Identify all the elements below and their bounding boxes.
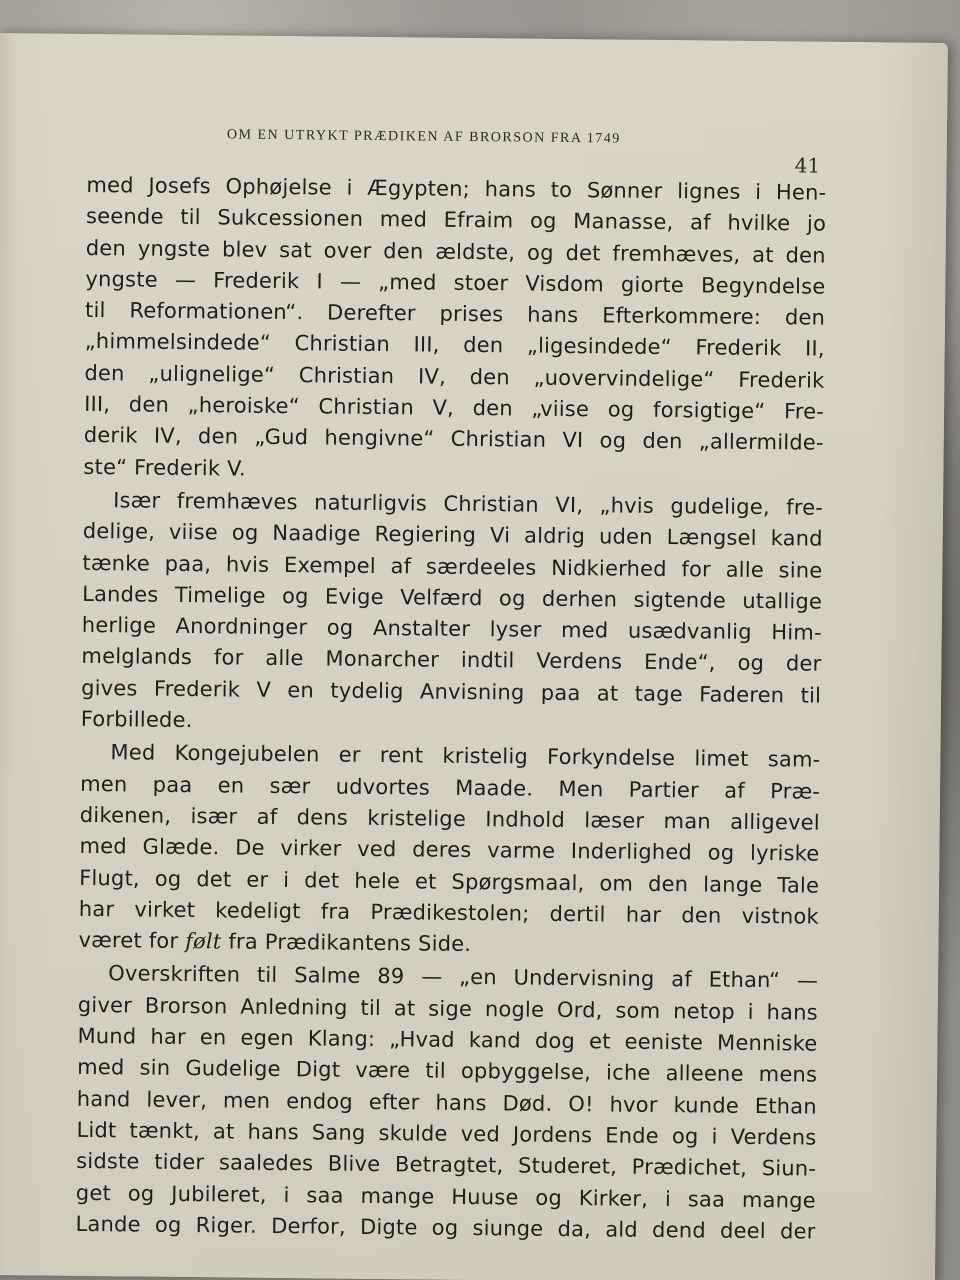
- text-line: derik IV, den „Gud hengivne“ Christian VI og den „allermilde-: [83, 423, 824, 456]
- text-line: Forbillede.: [80, 706, 193, 733]
- text-fragment: været for: [78, 928, 186, 954]
- text-line: den „ulignelige“ Christian IV, den „uovervindelige“ Frederik: [84, 360, 825, 393]
- text-line: Landes Timelige og Evige Velfærd og derhen sigtende utallige: [82, 581, 823, 614]
- text-line: ste“ Frederik V.: [83, 454, 246, 481]
- text-fragment: fra Prædikantens Side.: [228, 929, 472, 957]
- text-line: delige, viise og Naadige Regiering Vi aldrig uden Længsel kand: [82, 519, 823, 551]
- text-line: giver Brorson Anledning til at sige nogle Ord, som netop i hans: [77, 992, 818, 1025]
- text-line: Mund har en egen Klang: „Hvad kand dog et eeniste Menniske: [77, 1023, 818, 1056]
- text-line: Lande og Riger. Derfor, Digte og siunge da, ald dend deel der: [75, 1211, 816, 1244]
- text-line: Især fremhæves naturligvis Christian VI, „hvis gudelige, fre-: [113, 488, 824, 520]
- text-line: den yngste blev sat over den ældste, og det fremhæves, at den: [85, 235, 826, 268]
- text-line: gives Frederik V en tydelig Anvisning paa at tage Faderen til: [81, 675, 822, 708]
- text-line: Overskriften til Salme 89 — „en Undervisning af Ethan“ —: [108, 961, 819, 994]
- text-line: Flugt, og det er i det hele et Spørgsmaal, om den lange Tale: [79, 865, 820, 898]
- text-line: med Josefs Ophøjelse i Ægypten; hans to Sønner lignes i Hen-: [86, 172, 827, 205]
- text-line: get og Jubileret, i saa mange Huuse og Kirker, i saa mange: [75, 1180, 816, 1213]
- text-line: melglands for alle Monarcher indtil Verdens Ende“, og der: [81, 644, 822, 677]
- text-line: tænke paa, hvis Exempel af særdeeles Nidkierhed for alle sine: [82, 550, 823, 583]
- text-line: „himmelsindede“ Christian III, den „ligesindede“ Frederik II,: [84, 329, 825, 362]
- paragraph: [83, 170, 826, 491]
- paragraph: [75, 958, 818, 1247]
- text-line: dikenen, især af dens kristelige Indhold læser man alligevel: [79, 802, 820, 835]
- text-line: hand lever, men endog efter hans Død. O! hvor kunde Ethan: [76, 1086, 817, 1119]
- text-line: III, den „heroiske“ Christian V, den „viise og forsigtige“ Fre-: [84, 392, 825, 424]
- text-line: med sin Gudelige Digt være til opbyggelse, iche alleene mens: [77, 1055, 818, 1087]
- paragraph: [78, 737, 820, 964]
- text-line: men paa en sær udvortes Maade. Men Partier af Præ-: [80, 771, 821, 804]
- page-number: 41: [794, 153, 821, 178]
- text-line: har virket kedeligt fra Prædikestolen; dertil har den vistnok: [78, 896, 819, 929]
- text-line: Med Kongejubelen er rent kristelig Forkyndelse limet sam-: [110, 740, 821, 773]
- text-line: Lidt tænkt, at hans Sang skulde ved Jordens Ende og i Verdens: [76, 1117, 817, 1150]
- running-title: OM EN UTRYKT PRÆDIKEN AF BRORSON FRA 1749: [226, 127, 621, 147]
- text-line: til Reformationen“. Derefter prises hans Efterkommere: den: [85, 298, 826, 330]
- paragraph: [81, 485, 824, 743]
- text-line: herlige Anordninger og Anstalter lyser med usædvanlig Him-: [81, 613, 822, 645]
- text-line: sidste tider saaledes Blive Betragtet, Studeret, Prædichet, Siun-: [76, 1149, 817, 1181]
- body-text: [75, 170, 826, 1248]
- text-line: med Glæde. De virker ved deres varme Inderlighed og lyriske: [79, 834, 820, 866]
- text-line: yngste — Frederik I — „med stoer Visdom giorte Begyndelse: [85, 266, 826, 299]
- book-page: [0, 33, 948, 1280]
- emphasized-word: følt: [185, 929, 222, 954]
- text-line: seende til Sukcessionen med Efraim og Manasse, af hvilke jo: [85, 204, 827, 236]
